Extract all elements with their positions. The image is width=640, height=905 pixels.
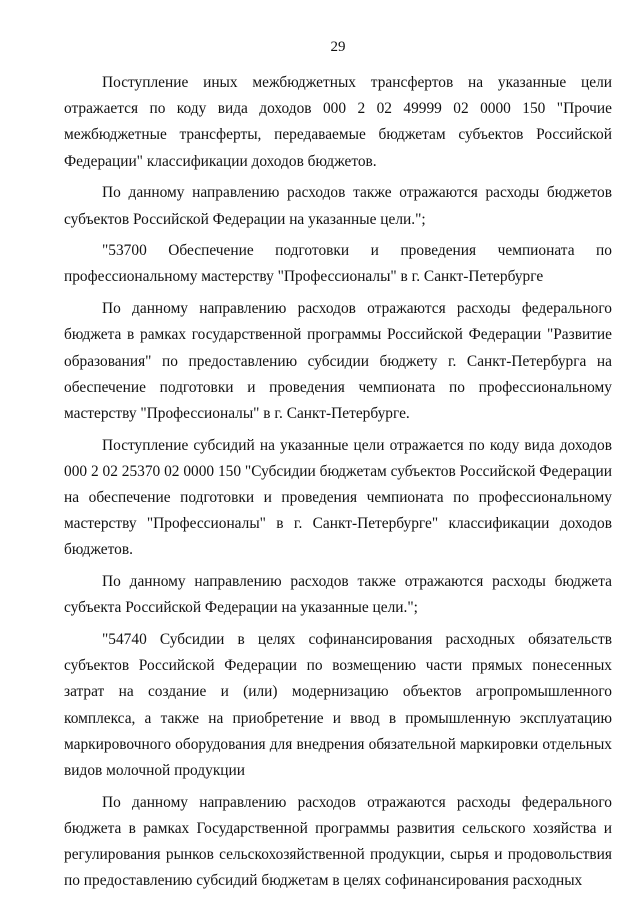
- paragraph-7: "54740 Субсидии в целях софинансирования расходных обязательств субъектов Российской Федерации по возмещению части прямых понесенных затрат на создание и (или) модернизацию объектов агропромышленного комплекса, а также на приобретение и ввод в промышленную эксплуатацию маркировочного оборудования для внедрения обязательной маркировки отдельных видов молочной продукции: [64, 631, 612, 780]
- paragraph-4: По данному направлению расходов отражаются расходы федерального бюджета в рамках государственной программы Российской Федерации "Развитие образования" по предоставлению субсидии бюджету г. Санкт-Петербурга на обеспечение подготовки и проведения чемпионата по профессиональному мастерству "Профессионалы" в г. Санкт-Петербурге.: [64, 300, 612, 422]
- paragraph-8: По данному направлению расходов отражаются расходы федерального бюджета в рамках Государственной программы развития сельского хозяйства и регулирования рынков сельскохозяйственной продукции, сырья и продовольствия по предоставлению субсидий бюджетам в целях софинансирования расходных: [64, 793, 612, 890]
- paragraph-5: Поступление субсидий на указанные цели отражается по коду вида доходов 000 2 02 25370 02 0000 150 "Субсидии бюджетам субъектов Российской Федерации на обеспечение подготовки и проведения чемпионата по профессиональному мастерству "Профессионалы" в г. Санкт-Петербурге" классификации доходов бюджетов.: [64, 436, 612, 559]
- page-number: 29: [330, 39, 346, 55]
- paragraph-2: По данному направлению расходов также отражаются расходы бюджетов субъектов Российской Федерации на указанные цели.";: [64, 184, 612, 228]
- paragraph-6: По данному направлению расходов также отражаются расходы бюджета субъекта Российской Федерации на указанные цели.";: [64, 573, 612, 617]
- document-page: [64, 38, 612, 895]
- paragraph-1: Поступление иных межбюджетных трансфертов на указанные цели отражается по коду вида доходов 000 2 02 49999 02 0000 150 "Прочие межбюджетные трансферты, передаваемые бюджетам субъектов Российской Федерации" классификации доходов бюджетов.: [64, 74, 612, 170]
- paragraph-3: "53700 Обеспечение подготовки и проведения чемпионата по профессиональному мастерству "Профессионалы" в г. Санкт-Петербурге: [64, 242, 612, 286]
